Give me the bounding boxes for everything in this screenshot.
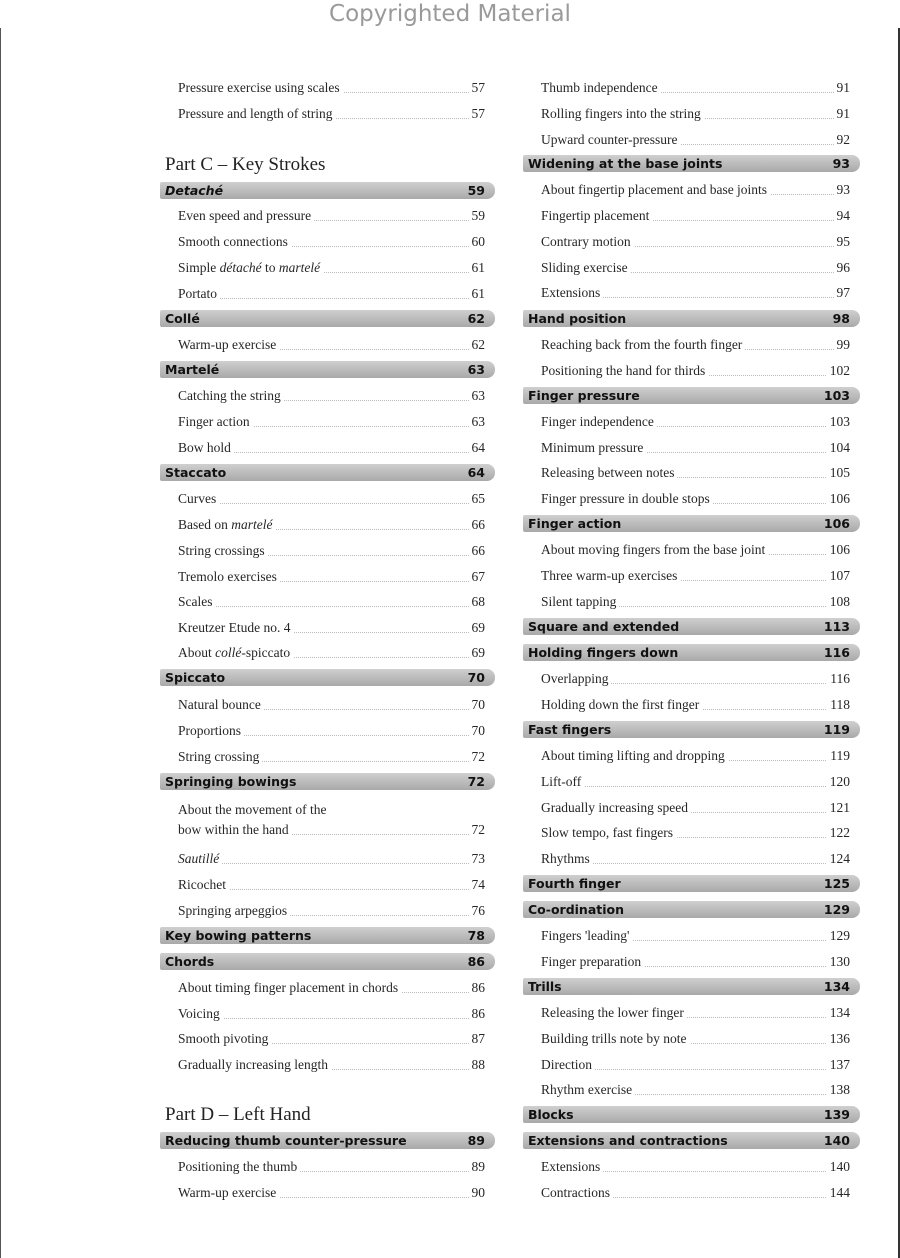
toc-section-martele[interactable] (160, 361, 495, 378)
entry-page-number: 92 (834, 130, 851, 150)
entry-title: Extensions (541, 283, 603, 303)
section-page-number: 106 (823, 516, 850, 531)
entry-title: Sautillé (178, 849, 222, 869)
toc-section-hand-position[interactable] (523, 310, 860, 327)
toc-entry[interactable] (523, 104, 860, 124)
toc-entry[interactable] (523, 952, 860, 972)
entry-title: Sliding exercise (541, 258, 631, 278)
toc-entry[interactable] (523, 78, 860, 98)
entry-page-number: 99 (834, 335, 851, 355)
toc-section-fourth-finger[interactable] (523, 875, 860, 892)
toc-section-key-bowing-patterns[interactable] (160, 927, 495, 944)
toc-entry[interactable] (523, 1029, 860, 1049)
toc-entry[interactable] (160, 592, 495, 612)
entry-title: About collé-spiccato (178, 643, 293, 663)
entry-title: Releasing the lower finger (541, 1003, 687, 1023)
toc-entry[interactable] (523, 130, 860, 150)
section-page-number: 78 (467, 928, 485, 943)
entry-title: About the movement of the (178, 800, 329, 820)
section-page-number: 125 (823, 876, 850, 891)
toc-entry[interactable] (160, 284, 495, 304)
toc-entry[interactable] (523, 798, 860, 818)
entry-page-number: 103 (827, 412, 850, 432)
section-title: Holding fingers down (528, 645, 679, 660)
toc-entry[interactable] (523, 206, 860, 226)
entry-page-number: 134 (827, 1003, 850, 1023)
entry-title: Rhythm exercise (541, 1080, 635, 1100)
entry-page-number: 91 (834, 78, 851, 98)
entry-title: Even speed and pressure (178, 206, 314, 226)
entry-title: Smooth pivoting (178, 1029, 271, 1049)
entry-page-number: 69 (469, 643, 486, 663)
section-title: Widening at the base joints (528, 156, 723, 171)
toc-entry[interactable] (160, 849, 495, 869)
toc-entry[interactable] (523, 463, 860, 483)
entry-page-number: 86 (469, 1004, 486, 1024)
entry-title: Finger pressure in double stops (541, 489, 713, 509)
section-page-number: 129 (823, 902, 850, 917)
entry-page-number: 70 (469, 695, 486, 715)
toc-entry[interactable] (523, 849, 860, 869)
toc-entry[interactable] (160, 747, 495, 767)
entry-title: About timing lifting and dropping (541, 746, 728, 766)
toc-section-chords[interactable] (160, 953, 495, 970)
entry-page-number: 137 (827, 1055, 850, 1075)
toc-entry[interactable] (523, 361, 860, 381)
entry-title: Simple détaché to martelé (178, 258, 323, 278)
entry-title: Finger action (178, 412, 253, 432)
toc-entry[interactable] (160, 78, 495, 98)
entry-title: Tremolo exercises (178, 567, 280, 587)
entry-page-number: 144 (827, 1183, 850, 1203)
toc-entry[interactable] (160, 901, 495, 921)
section-page-number: 59 (467, 183, 485, 198)
entry-page-number: 61 (469, 284, 486, 304)
section-page-number: 93 (832, 156, 850, 171)
copyright-watermark: Copyrighted Material (329, 1, 571, 27)
toc-entry[interactable] (523, 669, 860, 689)
entry-title: Fingertip placement (541, 206, 652, 226)
toc-entry[interactable] (160, 206, 495, 226)
section-page-number: 62 (467, 311, 485, 326)
toc-entry[interactable] (160, 875, 495, 895)
toc-section-staccato[interactable] (160, 464, 495, 481)
section-page-number: 63 (467, 362, 485, 377)
section-title: Co-ordination (528, 902, 625, 917)
entry-title: Pressure exercise using scales (178, 78, 343, 98)
dot-leader (178, 298, 483, 299)
toc-entry[interactable] (160, 335, 495, 355)
entry-page-number: 108 (827, 592, 850, 612)
entry-page-number: 65 (469, 489, 486, 509)
section-page-number: 103 (823, 388, 850, 403)
section-title: Martelé (165, 362, 220, 377)
entry-page-number: 70 (469, 721, 486, 741)
entry-title: Smooth connections (178, 232, 291, 252)
entry-page-number: 94 (834, 206, 851, 226)
toc-section-holding-fingers-down[interactable] (523, 644, 860, 661)
toc-entry[interactable] (523, 695, 860, 715)
entry-title: Rolling fingers into the string (541, 104, 704, 124)
entry-title: Fingers 'leading' (541, 926, 632, 946)
toc-section-blocks[interactable] (523, 1106, 860, 1123)
toc-section-trills[interactable] (523, 978, 860, 995)
toc-section-widening-at-the-base-joints[interactable] (523, 155, 860, 172)
toc-entry[interactable] (160, 567, 495, 587)
entry-title-continued: bow within the hand (178, 820, 292, 840)
section-page-number: 64 (467, 465, 485, 480)
toc-entry[interactable] (160, 1157, 495, 1177)
entry-page-number: 72 (469, 747, 486, 767)
entry-title: Finger preparation (541, 952, 644, 972)
entry-title: Springing arpeggios (178, 901, 290, 921)
toc-entry[interactable] (523, 1080, 860, 1100)
toc-entry[interactable] (160, 618, 495, 638)
entry-page-number: 106 (827, 540, 850, 560)
section-page-number: 139 (823, 1107, 850, 1122)
entry-title: Bow hold (178, 438, 234, 458)
entry-page-number: 136 (827, 1029, 850, 1049)
toc-entry[interactable] (160, 721, 495, 741)
entry-title: Reaching back from the fourth finger (541, 335, 745, 355)
section-page-number: 140 (823, 1133, 850, 1148)
toc-entry[interactable] (160, 1183, 495, 1203)
entry-page-number: 72 (469, 820, 486, 840)
toc-entry[interactable] (523, 1003, 860, 1023)
entry-title: Thumb independence (541, 78, 661, 98)
entry-title: Rhythms (541, 849, 593, 869)
toc-entry[interactable] (160, 438, 495, 458)
entry-page-number: 122 (827, 823, 850, 843)
toc-section-fast-fingers[interactable] (523, 721, 860, 738)
section-title: Staccato (165, 465, 227, 480)
toc-entry[interactable] (523, 592, 860, 612)
entry-title: Gradually increasing speed (541, 798, 691, 818)
section-page-number: 113 (823, 619, 850, 634)
entry-title: About moving fingers from the base joint (541, 540, 768, 560)
entry-title: Kreutzer Etude no. 4 (178, 618, 293, 638)
entry-title: Overlapping (541, 669, 611, 689)
toc-entry[interactable] (523, 823, 860, 843)
entry-page-number: 121 (827, 798, 850, 818)
entry-page-number: 67 (469, 567, 486, 587)
entry-page-number: 124 (827, 849, 850, 869)
toc-entry[interactable] (160, 386, 495, 406)
toc-section-springing-bowings[interactable] (160, 773, 495, 790)
toc-entry[interactable] (160, 643, 495, 663)
entry-title: Warm-up exercise (178, 1183, 279, 1203)
entry-page-number: 88 (469, 1055, 486, 1075)
entry-title: Warm-up exercise (178, 335, 279, 355)
entry-page-number: 96 (834, 258, 851, 278)
toc-entry[interactable] (523, 1055, 860, 1075)
toc-entry[interactable] (523, 540, 860, 560)
toc-entry[interactable] (160, 541, 495, 561)
toc-entry[interactable] (160, 515, 495, 535)
section-page-number: 70 (467, 670, 485, 685)
entry-title: Positioning the hand for thirds (541, 361, 708, 381)
entry-page-number: 61 (469, 258, 486, 278)
section-title: Hand position (528, 311, 627, 326)
toc-entry[interactable] (523, 566, 860, 586)
entry-title: Three warm-up exercises (541, 566, 680, 586)
entry-page-number: 76 (469, 901, 486, 921)
entry-title: Holding down the first finger (541, 695, 702, 715)
entry-page-number: 107 (827, 566, 850, 586)
toc-entry[interactable] (523, 926, 860, 946)
entry-page-number: 57 (469, 78, 486, 98)
entry-title: Finger independence (541, 412, 657, 432)
entry-page-number: 69 (469, 618, 486, 638)
part-heading (160, 1102, 495, 1128)
entry-page-number: 68 (469, 592, 486, 612)
dot-leader (178, 503, 483, 504)
toc-entry[interactable] (160, 489, 495, 509)
entry-page-number: 104 (827, 438, 850, 458)
entry-page-number: 91 (834, 104, 851, 124)
entry-page-number: 93 (834, 180, 851, 200)
section-page-number: 72 (467, 774, 485, 789)
section-title: Extensions and contractions (528, 1133, 728, 1148)
entry-title: Curves (178, 489, 219, 509)
dot-leader (178, 1018, 483, 1019)
toc-entry[interactable] (160, 1004, 495, 1024)
entry-title: Contractions (541, 1183, 613, 1203)
entry-page-number: 63 (469, 386, 486, 406)
entry-page-number: 129 (827, 926, 850, 946)
entry-title: Pressure and length of string (178, 104, 335, 124)
entry-title: Natural bounce (178, 695, 264, 715)
toc-entry[interactable] (523, 1183, 860, 1203)
section-page-number: 134 (823, 979, 850, 994)
page-border-left (0, 28, 1, 1258)
section-title: Finger pressure (528, 388, 640, 403)
toc-entry[interactable] (160, 1055, 495, 1075)
toc-entry[interactable] (523, 232, 860, 252)
entry-title: Building trills note by note (541, 1029, 690, 1049)
toc-entry[interactable] (160, 978, 495, 998)
section-page-number: 119 (823, 722, 850, 737)
section-page-number: 98 (832, 311, 850, 326)
toc-section-finger-action[interactable] (523, 515, 860, 532)
entry-page-number: 57 (469, 104, 486, 124)
entry-title: Voicing (178, 1004, 223, 1024)
toc-entry[interactable] (160, 800, 495, 840)
section-title: Chords (165, 954, 215, 969)
section-title: Springing bowings (165, 774, 297, 789)
toc-entry[interactable] (523, 489, 860, 509)
toc-section-colle[interactable] (160, 310, 495, 327)
section-title: Reducing thumb counter-pressure (165, 1133, 407, 1148)
entry-title: Ricochet (178, 875, 229, 895)
entry-title: Positioning the thumb (178, 1157, 300, 1177)
entry-page-number: 59 (469, 206, 486, 226)
part-heading-title: Part C – Key Strokes (165, 154, 326, 175)
entry-title: Contrary motion (541, 232, 634, 252)
toc-entry[interactable] (523, 412, 860, 432)
section-page-number: 86 (467, 954, 485, 969)
entry-page-number: 95 (834, 232, 851, 252)
entry-title: Portato (178, 284, 220, 304)
section-title: Square and extended (528, 619, 680, 634)
dot-leader (178, 863, 483, 864)
section-title: Trills (528, 979, 562, 994)
toc-entry[interactable] (523, 438, 860, 458)
toc-entry[interactable] (523, 335, 860, 355)
entry-title: Minimum pressure (541, 438, 646, 458)
entry-title: String crossing (178, 747, 262, 767)
toc-entry[interactable] (160, 412, 495, 432)
entry-title: Upward counter-pressure (541, 130, 681, 150)
entry-page-number: 73 (469, 849, 486, 869)
part-heading-title: Part D – Left Hand (165, 1104, 311, 1125)
toc-section-co-ordination[interactable] (523, 901, 860, 918)
entry-page-number: 119 (827, 746, 850, 766)
entry-page-number: 74 (469, 875, 486, 895)
entry-page-number: 118 (827, 695, 850, 715)
entry-title: Lift-off (541, 772, 584, 792)
entry-page-number: 64 (469, 438, 486, 458)
section-title: Key bowing patterns (165, 928, 312, 943)
entry-page-number: 66 (469, 541, 486, 561)
entry-page-number: 138 (827, 1080, 850, 1100)
toc-section-extensions-and-contractions[interactable] (523, 1132, 860, 1149)
entry-page-number: 62 (469, 335, 486, 355)
entry-title: Catching the string (178, 386, 284, 406)
section-title: Finger action (528, 516, 622, 531)
toc-section-finger-pressure[interactable] (523, 387, 860, 404)
toc-entry[interactable] (160, 695, 495, 715)
toc-entry[interactable] (523, 283, 860, 303)
section-page-number: 89 (467, 1133, 485, 1148)
entry-page-number: 90 (469, 1183, 486, 1203)
entry-title: Based on martelé (178, 515, 276, 535)
entry-page-number: 60 (469, 232, 486, 252)
entry-page-number: 89 (469, 1157, 486, 1177)
toc-entry[interactable] (523, 1157, 860, 1177)
toc-section-spiccato[interactable] (160, 669, 495, 686)
entry-page-number: 106 (827, 489, 850, 509)
entry-page-number: 105 (827, 463, 850, 483)
toc-entry[interactable] (523, 772, 860, 792)
entry-page-number: 87 (469, 1029, 486, 1049)
entry-title: Scales (178, 592, 216, 612)
entry-page-number: 86 (469, 978, 486, 998)
toc-section-reducing-thumb-counter-pressure[interactable] (160, 1132, 495, 1149)
section-title: Collé (165, 311, 200, 326)
entry-title: About timing finger placement in chords (178, 978, 401, 998)
toc-entry[interactable] (160, 258, 495, 278)
section-title: Fourth finger (528, 876, 621, 891)
entry-title: Gradually increasing length (178, 1055, 331, 1075)
entry-title: Direction (541, 1055, 595, 1075)
section-page-number: 116 (823, 645, 850, 660)
part-heading (160, 152, 495, 178)
entry-page-number: 66 (469, 515, 486, 535)
toc-entry[interactable] (523, 258, 860, 278)
section-title: Fast fingers (528, 722, 612, 737)
toc-entry[interactable] (160, 104, 495, 124)
section-title: Spiccato (165, 670, 226, 685)
entry-title: Slow tempo, fast fingers (541, 823, 676, 843)
entry-title: Extensions (541, 1157, 603, 1177)
entry-page-number: 63 (469, 412, 486, 432)
entry-title: Releasing between notes (541, 463, 677, 483)
toc-entry[interactable] (160, 1029, 495, 1049)
toc-section-detache[interactable] (160, 182, 495, 199)
dot-leader (541, 786, 848, 787)
entry-title: About fingertip placement and base joints (541, 180, 770, 200)
entry-page-number: 102 (827, 361, 850, 381)
toc-entry[interactable] (523, 180, 860, 200)
section-title: Blocks (528, 1107, 574, 1122)
entry-page-number: 130 (827, 952, 850, 972)
entry-page-number: 97 (834, 283, 851, 303)
section-title: Detaché (165, 183, 224, 198)
entry-title: Proportions (178, 721, 244, 741)
toc-section-square-and-extended[interactable] (523, 618, 860, 635)
entry-page-number: 116 (827, 669, 850, 689)
entry-title: Silent tapping (541, 592, 619, 612)
entry-page-number: 140 (827, 1157, 850, 1177)
dot-leader (178, 606, 483, 607)
entry-page-number: 120 (827, 772, 850, 792)
toc-entry[interactable] (523, 746, 860, 766)
entry-title: String crossings (178, 541, 268, 561)
toc-entry[interactable] (160, 232, 495, 252)
